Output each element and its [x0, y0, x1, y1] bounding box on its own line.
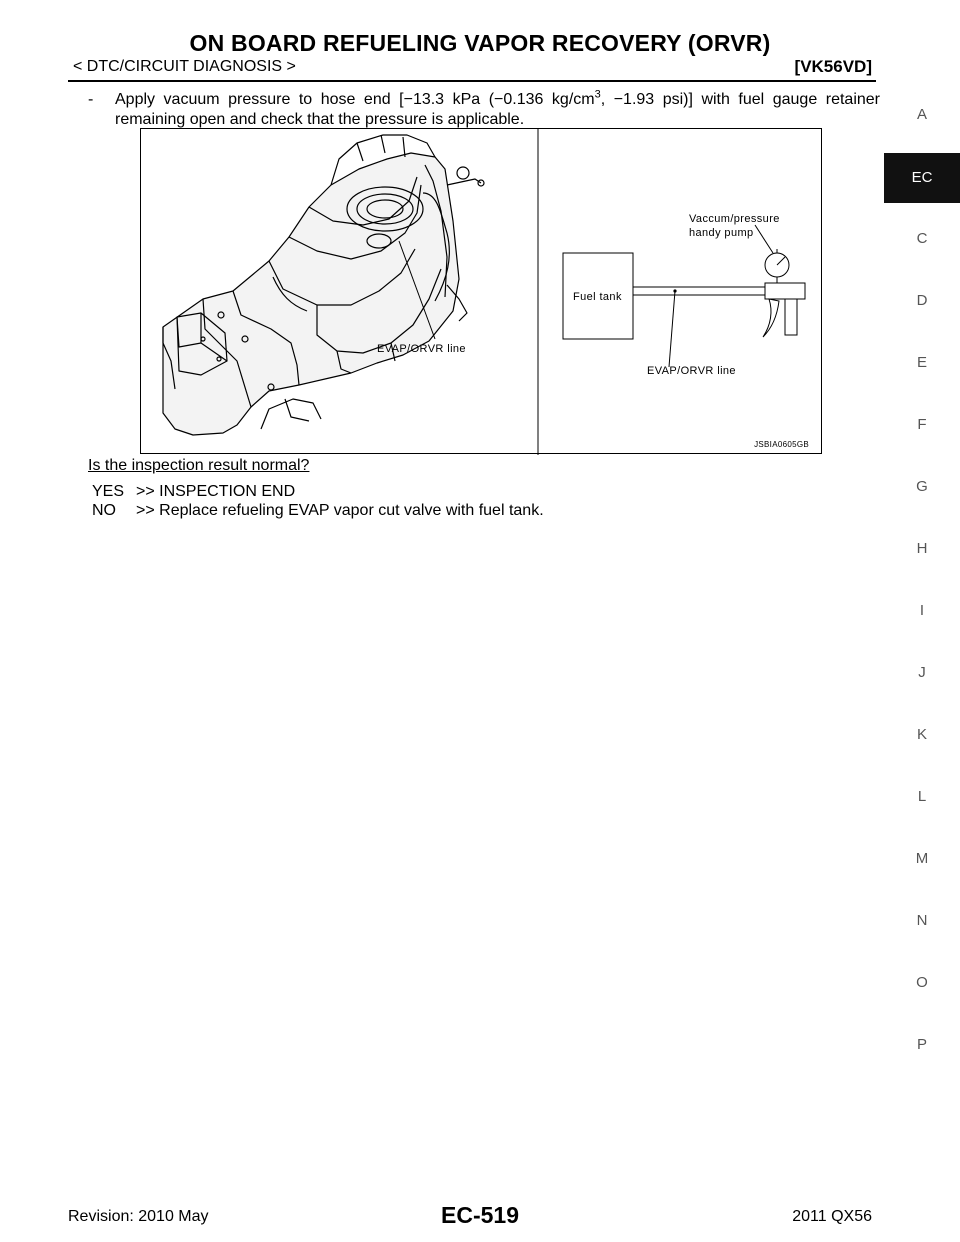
tab-h[interactable]: H	[916, 540, 928, 557]
breadcrumb: < DTC/CIRCUIT DIAGNOSIS >	[73, 58, 296, 75]
tab-i[interactable]: I	[919, 602, 925, 619]
fuel-tank-drawing	[163, 135, 484, 435]
evap-line-leader-right	[669, 291, 675, 367]
tab-d[interactable]: D	[916, 292, 928, 309]
answer-no	[92, 501, 544, 520]
footer-model: 2011 QX56	[792, 1208, 872, 1225]
footer-revision: Revision: 2010 May	[68, 1208, 209, 1225]
answer-code: NO	[92, 502, 116, 519]
tab-m[interactable]: M	[915, 850, 929, 867]
step-superscript: 3	[594, 88, 601, 101]
engine-code: [VK56VD]	[794, 57, 872, 76]
answer-yes	[92, 482, 544, 501]
figure-code: JSBIA0605GB	[754, 440, 809, 449]
page-title: ON BOARD REFUELING VAPOR RECOVERY (ORVR)	[189, 30, 771, 56]
label-evap-orvr-right: EVAP/ORVR line	[647, 365, 736, 377]
label-evap-orvr-left: EVAP/ORVR line	[377, 343, 466, 355]
label-pump-line2: handy pump	[689, 227, 754, 239]
header-rule	[68, 80, 876, 82]
tab-ec[interactable]: EC	[884, 153, 960, 203]
tab-e[interactable]: E	[916, 354, 927, 371]
tab-o[interactable]: O	[916, 974, 928, 991]
tab-c[interactable]: C	[916, 230, 928, 247]
tab-a[interactable]: A	[916, 106, 927, 123]
answer-list	[92, 482, 544, 520]
tab-j[interactable]: J	[918, 664, 926, 681]
tab-n[interactable]: N	[916, 912, 928, 929]
step-text-start: Apply vacuum pressure to hose end [−13.3 kPa (−0.136 kg/cm	[115, 91, 595, 108]
inspection-figure	[140, 128, 822, 454]
pump-leader	[755, 225, 773, 253]
tab-k[interactable]: K	[916, 726, 927, 743]
tab-p[interactable]: P	[916, 1036, 927, 1053]
procedure-step	[88, 90, 880, 130]
answer-code: YES	[92, 483, 125, 500]
handy-pump-drawing	[763, 249, 805, 337]
step-text	[115, 90, 880, 130]
answer-text: >> Replace refueling EVAP vapor cut valve with fuel tank.	[136, 502, 544, 519]
tab-g[interactable]: G	[916, 478, 928, 495]
step-text-end: , −1.93 psi)] with fuel gauge retainer remaining open and check that the pressure is applicable.	[115, 91, 881, 128]
inspection-question: Is the inspection result normal?	[88, 457, 310, 474]
answer-text: >> INSPECTION END	[136, 483, 296, 500]
tab-f[interactable]: F	[917, 416, 927, 433]
label-fuel-tank: Fuel tank	[573, 291, 622, 303]
step-dash: -	[88, 91, 94, 108]
label-pump-line1: Vaccum/pressure	[689, 213, 780, 225]
section-index-tabs	[884, 0, 960, 1242]
figure-illustration	[141, 129, 823, 455]
tab-l[interactable]: L	[917, 788, 927, 805]
page-number: EC-519	[441, 1202, 519, 1228]
